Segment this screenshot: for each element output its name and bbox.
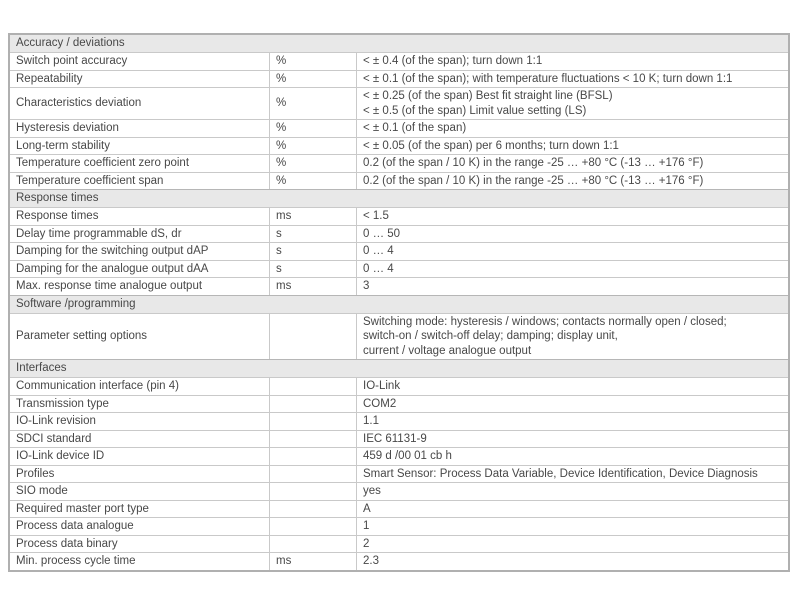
unit-cell bbox=[270, 466, 357, 483]
value-cell bbox=[357, 314, 788, 360]
table-row bbox=[10, 535, 788, 553]
parameter-name: Switch point accuracy bbox=[16, 55, 128, 67]
parameter-name-cell bbox=[10, 173, 270, 190]
unit-cell bbox=[270, 314, 357, 360]
parameter-name-cell bbox=[10, 466, 270, 483]
section-header bbox=[10, 295, 788, 313]
unit-label: s bbox=[276, 245, 282, 257]
value-cell bbox=[357, 378, 788, 395]
parameter-name-cell bbox=[10, 314, 270, 360]
parameter-name-cell bbox=[10, 431, 270, 448]
parameter-name: Temperature coefficient span bbox=[16, 174, 164, 187]
unit-cell bbox=[270, 138, 357, 155]
parameter-name-cell bbox=[10, 553, 270, 570]
parameter-name: IO-Link device ID bbox=[16, 450, 105, 462]
table-row bbox=[10, 313, 788, 360]
value-cell bbox=[357, 518, 788, 535]
parameter-name-cell bbox=[10, 378, 270, 395]
table-row bbox=[10, 482, 788, 500]
value-line: 0 … 4 bbox=[363, 262, 394, 275]
table-row bbox=[10, 500, 788, 518]
parameter-name-cell bbox=[10, 208, 270, 225]
parameter-name: Damping for the analogue output dAA bbox=[16, 262, 209, 275]
parameter-name: Parameter setting options bbox=[16, 330, 148, 342]
parameter-name-cell bbox=[10, 278, 270, 295]
parameter-name: Process data binary bbox=[16, 537, 118, 550]
value-line: 3 bbox=[363, 280, 370, 292]
unit-label: % bbox=[276, 122, 287, 134]
table-row bbox=[10, 242, 788, 260]
unit-cell bbox=[270, 173, 357, 190]
unit-label: % bbox=[276, 174, 287, 187]
unit-cell bbox=[270, 448, 357, 465]
value-cell bbox=[357, 88, 788, 119]
parameter-name-cell bbox=[10, 243, 270, 260]
unit-label: s bbox=[276, 227, 282, 240]
unit-label: ms bbox=[276, 555, 292, 567]
value-line: IEC 61131-9 bbox=[363, 432, 427, 445]
specification-table bbox=[8, 33, 790, 572]
value-line: 0 … 50 bbox=[363, 227, 401, 240]
parameter-name: Max. response time analogue output bbox=[16, 280, 203, 292]
table-row bbox=[10, 517, 788, 535]
parameter-name: Min. process cycle time bbox=[16, 555, 136, 567]
value-cell bbox=[357, 448, 788, 465]
value-line: IO-Link bbox=[363, 380, 401, 392]
table-row bbox=[10, 277, 788, 295]
value-line: Switching mode: hysteresis / windows; contacts normally open / closed; bbox=[363, 315, 727, 328]
parameter-name: Required master port type bbox=[16, 502, 149, 515]
value-cell bbox=[357, 71, 788, 88]
value-cell bbox=[357, 553, 788, 570]
parameter-name: IO-Link revision bbox=[16, 415, 96, 427]
parameter-name-cell bbox=[10, 120, 270, 137]
table-row bbox=[10, 465, 788, 483]
unit-cell bbox=[270, 226, 357, 243]
unit-label: s bbox=[276, 262, 282, 275]
parameter-name: Damping for the switching output dAP bbox=[16, 245, 209, 257]
value-cell bbox=[357, 396, 788, 413]
unit-cell bbox=[270, 243, 357, 260]
table-row bbox=[10, 377, 788, 395]
value-line: < 1.5 bbox=[363, 210, 389, 222]
table-row bbox=[10, 447, 788, 465]
parameter-name-cell bbox=[10, 53, 270, 70]
unit-cell bbox=[270, 88, 357, 119]
value-line: < ± 0.05 (of the span) per 6 months; turn down 1:1 bbox=[363, 139, 619, 152]
table-row bbox=[10, 154, 788, 172]
value-line: < ± 0.1 (of the span) bbox=[363, 122, 467, 134]
parameter-name: Repeatability bbox=[16, 72, 83, 85]
table-row bbox=[10, 552, 788, 570]
section-header bbox=[10, 189, 788, 207]
unit-cell bbox=[270, 208, 357, 225]
value-line: 2 bbox=[363, 537, 370, 550]
unit-label: % bbox=[276, 139, 287, 152]
table-row bbox=[10, 412, 788, 430]
parameter-name: Delay time programmable dS, dr bbox=[16, 227, 182, 240]
unit-cell bbox=[270, 53, 357, 70]
parameter-name: SDCI standard bbox=[16, 432, 92, 445]
value-line: A bbox=[363, 502, 371, 515]
unit-cell bbox=[270, 431, 357, 448]
section-header bbox=[10, 359, 788, 377]
value-cell bbox=[357, 431, 788, 448]
parameter-name-cell bbox=[10, 448, 270, 465]
unit-cell bbox=[270, 553, 357, 570]
table-row bbox=[10, 52, 788, 70]
table-row bbox=[10, 137, 788, 155]
value-line: 1 bbox=[363, 520, 370, 532]
value-line: < ± 0.25 (of the span) Best fit straight line (BFSL) bbox=[363, 90, 613, 102]
value-cell bbox=[357, 483, 788, 500]
unit-label: ms bbox=[276, 210, 292, 222]
value-cell bbox=[357, 120, 788, 137]
unit-cell bbox=[270, 536, 357, 553]
parameter-name-cell bbox=[10, 226, 270, 243]
unit-cell bbox=[270, 378, 357, 395]
value-line: COM2 bbox=[363, 397, 397, 410]
unit-cell bbox=[270, 396, 357, 413]
value-line: yes bbox=[363, 485, 381, 497]
unit-label: ms bbox=[276, 280, 292, 292]
table-row bbox=[10, 172, 788, 190]
parameter-name-cell bbox=[10, 155, 270, 172]
parameter-name-cell bbox=[10, 501, 270, 518]
section-title: Software /programming bbox=[16, 297, 136, 310]
table-row bbox=[10, 119, 788, 137]
unit-label: % bbox=[276, 97, 287, 110]
parameter-name-cell bbox=[10, 88, 270, 119]
table-row bbox=[10, 87, 788, 119]
parameter-name: Process data analogue bbox=[16, 520, 134, 532]
value-line: < ± 0.4 (of the span); turn down 1:1 bbox=[363, 55, 543, 67]
section-header bbox=[10, 35, 788, 52]
parameter-name-cell bbox=[10, 483, 270, 500]
value-line: 0.2 (of the span / 10 K) in the range -25 … +80 °C (-13 … +176 °F) bbox=[363, 174, 704, 187]
unit-cell bbox=[270, 483, 357, 500]
value-line: < ± 0.5 (of the span) Limit value setting (LS) bbox=[363, 104, 587, 117]
parameter-name: Characteristics deviation bbox=[16, 97, 142, 110]
value-line: switch-on / switch-off delay; damping; display unit, bbox=[363, 330, 618, 342]
parameter-name: SIO mode bbox=[16, 485, 68, 497]
value-cell bbox=[357, 53, 788, 70]
parameter-name-cell bbox=[10, 396, 270, 413]
value-cell bbox=[357, 138, 788, 155]
value-cell bbox=[357, 208, 788, 225]
value-line: 1.1 bbox=[363, 415, 379, 427]
unit-label: % bbox=[276, 55, 287, 67]
value-line: 2.3 bbox=[363, 555, 379, 567]
parameter-name-cell bbox=[10, 138, 270, 155]
table-row bbox=[10, 260, 788, 278]
parameter-name-cell bbox=[10, 536, 270, 553]
table-row bbox=[10, 70, 788, 88]
parameter-name: Communication interface (pin 4) bbox=[16, 380, 179, 392]
value-cell bbox=[357, 226, 788, 243]
value-cell bbox=[357, 536, 788, 553]
parameter-name: Response times bbox=[16, 210, 99, 222]
value-cell bbox=[357, 173, 788, 190]
value-cell bbox=[357, 501, 788, 518]
value-line: < ± 0.1 (of the span); with temperature fluctuations < 10 K; turn down 1:1 bbox=[363, 72, 733, 85]
unit-cell bbox=[270, 501, 357, 518]
parameter-name: Temperature coefficient zero point bbox=[16, 157, 190, 169]
value-cell bbox=[357, 413, 788, 430]
unit-label: % bbox=[276, 72, 287, 85]
unit-cell bbox=[270, 155, 357, 172]
parameter-name: Hysteresis deviation bbox=[16, 122, 119, 134]
value-cell bbox=[357, 155, 788, 172]
table-row bbox=[10, 207, 788, 225]
parameter-name: Profiles bbox=[16, 467, 55, 480]
value-line: Smart Sensor: Process Data Variable, Device Identification, Device Diagnosis bbox=[363, 467, 758, 480]
value-line: 0 … 4 bbox=[363, 245, 394, 257]
table-row bbox=[10, 395, 788, 413]
value-line: 459 d /00 01 cb h bbox=[363, 450, 452, 462]
parameter-name-cell bbox=[10, 518, 270, 535]
parameter-name-cell bbox=[10, 71, 270, 88]
value-cell bbox=[357, 466, 788, 483]
value-cell bbox=[357, 243, 788, 260]
unit-cell bbox=[270, 71, 357, 88]
unit-cell bbox=[270, 278, 357, 295]
unit-cell bbox=[270, 261, 357, 278]
value-line: 0.2 (of the span / 10 K) in the range -25 … +80 °C (-13 … +176 °F) bbox=[363, 157, 704, 169]
unit-cell bbox=[270, 518, 357, 535]
parameter-name: Long-term stability bbox=[16, 139, 110, 152]
parameter-name-cell bbox=[10, 413, 270, 430]
parameter-name-cell bbox=[10, 261, 270, 278]
unit-label: % bbox=[276, 157, 287, 169]
section-title: Accuracy / deviations bbox=[16, 37, 125, 50]
value-line: current / voltage analogue output bbox=[363, 344, 532, 357]
value-cell bbox=[357, 278, 788, 295]
section-title: Interfaces bbox=[16, 362, 67, 375]
section-title: Response times bbox=[16, 192, 99, 205]
table-row bbox=[10, 225, 788, 243]
table-row bbox=[10, 430, 788, 448]
unit-cell bbox=[270, 120, 357, 137]
parameter-name: Transmission type bbox=[16, 397, 109, 410]
value-cell bbox=[357, 261, 788, 278]
unit-cell bbox=[270, 413, 357, 430]
